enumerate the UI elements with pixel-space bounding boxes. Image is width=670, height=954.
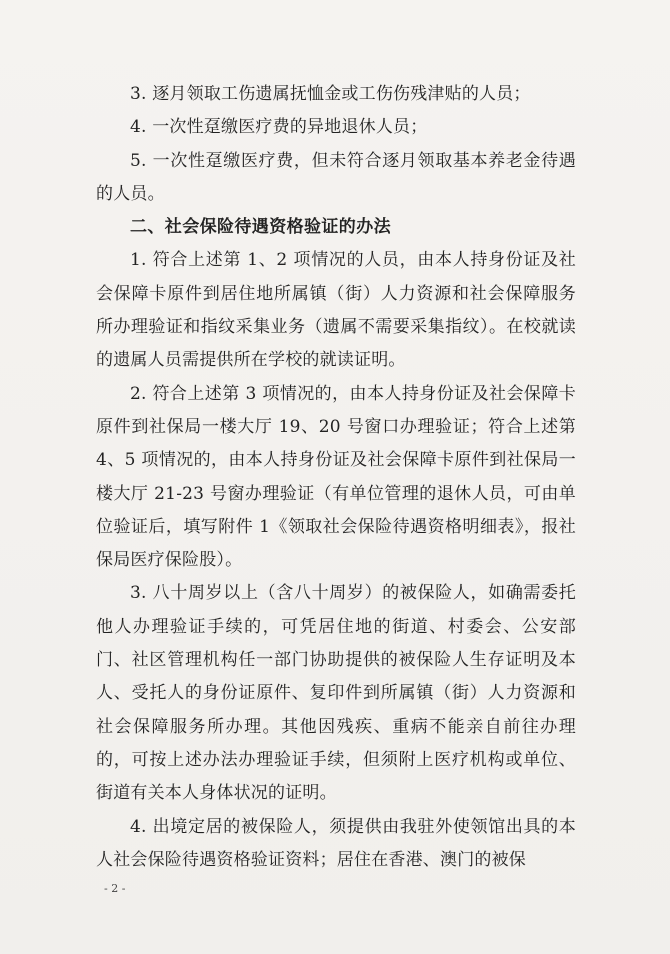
page-number: - 2 - bbox=[104, 882, 126, 895]
paragraph-item-4: 4. 一次性趸缴医疗费的异地退休人员； bbox=[130, 117, 428, 138]
section-heading: 二、社会保险待遇资格验证的办法 bbox=[130, 217, 391, 238]
document-body bbox=[96, 78, 576, 877]
paragraph-method-1: 1. 符合上述第 1、2 项情况的人员，由本人持身份证及社会保障卡原件到居住地所属镇（街）人力资源和社会保障服务所办理验证和指纹采集业务（遗属不需要采集指纹）。在校就读的遗属人员需提供所在学校的就读证明。 bbox=[96, 250, 576, 371]
paragraph-method-3: 3. 八十周岁以上（含八十周岁）的被保险人，如确需委托他人办理验证手续的，可凭居住地的街道、村委会、公安部门、社区管理机构任一部门协助提供的被保险人生存证明及本人、受托人的身份证原件、复印件到所属镇（街）人力资源和社会保障服务所办理。其他因残疾、重病不能亲自前往办理的，可按上述办法办理验证手续，但须附上医疗机构或单位、街道有关本人身体状况的证明。 bbox=[96, 583, 576, 804]
paragraph-item-3: 3. 逐月领取工伤遗属抚恤金或工伤伤残津贴的人员； bbox=[130, 84, 531, 104]
paragraph-method-4: 4. 出境定居的被保险人，须提供由我驻外使领馆出具的本人社会保险待遇资格验证资料；居住在香港、澳门的被保 bbox=[96, 816, 576, 870]
paragraph-method-2: 2. 符合上述第 3 项情况的，由本人持身份证及社会保障卡原件到社保局一楼大厅 19、20 号窗口办理验证；符合上述第 4、5 项情况的，由本人持身份证及社会保障卡原件到社保局一楼大厅 21-23 号窗办理验证（有单位管理的退休人员，可由单位验证后，填写附件 1《领取社会保险待遇资格明细表》，报社保局医疗保险股）。 bbox=[96, 383, 576, 571]
paragraph-item-5: 5. 一次性趸缴医疗费，但未符合逐月领取基本养老金待遇的人员。 bbox=[96, 150, 576, 204]
